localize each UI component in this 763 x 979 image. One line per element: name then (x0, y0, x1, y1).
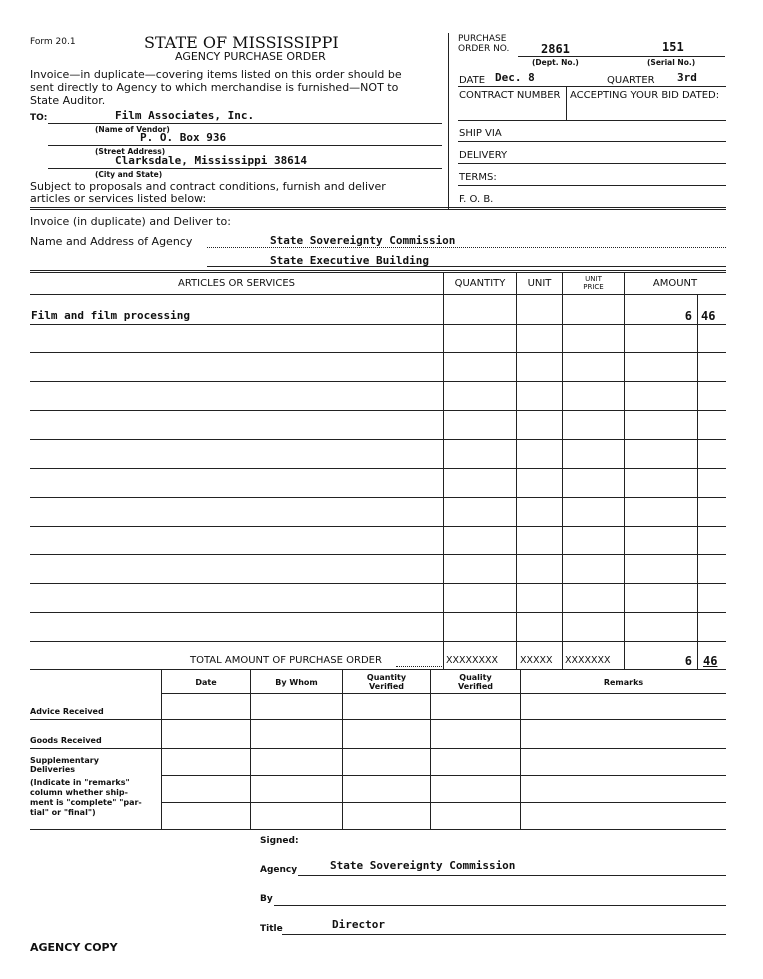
delivery-label: DELIVERY (459, 150, 508, 161)
col-articles: ARTICLES OR SERVICES (177, 278, 296, 289)
subject-text-1: Subject to proposals and contract conditions, furnish and deliver (30, 180, 386, 193)
item-dollars: 6 (684, 309, 692, 323)
sig-agency-value: State Sovereignty Commission (330, 859, 516, 872)
sig-title-label: Title (260, 924, 283, 934)
invoice-instructions-3: State Auditor. (30, 94, 106, 107)
date-value: Dec. 8 (495, 71, 535, 84)
ship-via-label: SHIP VIA (459, 128, 502, 139)
rcpt-col-quality-verified (431, 673, 520, 691)
agency-name-label: Name and Address of Agency (30, 235, 193, 248)
col-unit-price-2: PRICE (583, 283, 604, 291)
item-article: Film and film processing (31, 309, 190, 322)
fob-label: F. O. B. (459, 194, 494, 205)
supp-label-2: Deliveries (30, 765, 76, 774)
form-subtitle: AGENCY PURCHASE ORDER (175, 50, 326, 63)
sig-title-value: Director (332, 918, 385, 931)
sig-by-label: By (260, 894, 273, 904)
delivery-note (30, 778, 142, 818)
note-line-2: column whether ship- (30, 788, 128, 797)
agency-copy-label: AGENCY COPY (30, 941, 118, 954)
accepting-bid-label: ACCEPTING YOUR BID DATED: (570, 90, 720, 101)
contract-number-label: CONTRACT NUMBER (459, 90, 561, 101)
goods-received-label: Goods Received (30, 736, 102, 745)
total-price-mask: XXXXXXX (565, 655, 611, 666)
po-label-1: PURCHASE (458, 34, 507, 44)
rcpt-col-quality-verified-1: Quality (459, 673, 492, 682)
po-label-2: ORDER NO. (458, 44, 510, 54)
note-line-4: tial" or "final") (30, 808, 96, 817)
total-cents: 46 (703, 654, 718, 668)
invoice-instructions-1: Invoice—in duplicate—covering items listed on this order should be (30, 68, 402, 81)
total-qty-mask: XXXXXXXX (446, 655, 499, 666)
agency-name-value: State Sovereignty Commission (270, 234, 456, 247)
vendor-street: P. O. Box 936 (140, 131, 227, 144)
rcpt-col-by-whom: By Whom (275, 678, 318, 687)
serial-caption: (Serial No.) (647, 58, 696, 67)
note-line-1: (Indicate in "remarks" (30, 778, 130, 787)
col-unit: UNIT (527, 278, 552, 289)
invoice-instructions-2: sent directly to Agency to which merchandise is furnished—NOT to (30, 81, 399, 94)
note-line-3: ment is "complete" "par- (30, 798, 142, 807)
col-quantity: QUANTITY (454, 278, 506, 289)
rcpt-col-qty-verified-2: Verified (369, 682, 404, 691)
advice-received-label: Advice Received (30, 707, 104, 716)
invoice-deliver-label: Invoice (in duplicate) and Deliver to: (30, 215, 231, 228)
quarter-label: QUARTER (607, 75, 655, 86)
item-cents: 46 (701, 309, 716, 323)
serial-number: 151 (662, 40, 684, 54)
vendor-name: Film Associates, Inc. (115, 109, 255, 122)
subject-text-2: articles or services listed below: (30, 192, 207, 205)
vendor-street-caption: (Street Address) (95, 147, 166, 156)
rcpt-col-remarks: Remarks (603, 678, 644, 687)
sig-agency-label: Agency (260, 865, 298, 875)
signed-label: Signed: (260, 836, 299, 846)
total-dollars: 6 (684, 654, 692, 668)
date-label: DATE (459, 75, 486, 86)
total-unit-mask: XXXXX (520, 655, 553, 666)
supplementary-deliveries-label (30, 756, 99, 774)
total-label: TOTAL AMOUNT OF PURCHASE ORDER (190, 655, 382, 666)
vendor-name-caption: (Name of Vendor) (95, 125, 170, 134)
agency-address-value: State Executive Building (270, 254, 429, 267)
col-unit-price-1: UNIT (585, 275, 602, 283)
dept-number: 2861 (541, 42, 570, 56)
form-number: Form 20.1 (30, 37, 76, 47)
dept-caption: (Dept. No.) (532, 58, 579, 67)
vendor-city-caption: (City and State) (95, 170, 163, 179)
terms-label: TERMS: (459, 172, 497, 183)
quarter-value: 3rd (677, 71, 697, 84)
vendor-city: Clarksdale, Mississippi 38614 (115, 154, 308, 167)
rcpt-col-quality-verified-2: Verified (458, 682, 493, 691)
col-amount: AMOUNT (652, 278, 698, 289)
state-title: STATE OF MISSISSIPPI (144, 33, 339, 52)
to-label: TO: (30, 113, 48, 123)
rcpt-col-qty-verified-1: Quantity (366, 673, 407, 682)
rcpt-col-date: Date (195, 678, 217, 687)
rcpt-col-qty-verified (343, 673, 430, 691)
col-unit-price (563, 275, 624, 291)
supp-label-1: Supplementary (30, 756, 99, 765)
